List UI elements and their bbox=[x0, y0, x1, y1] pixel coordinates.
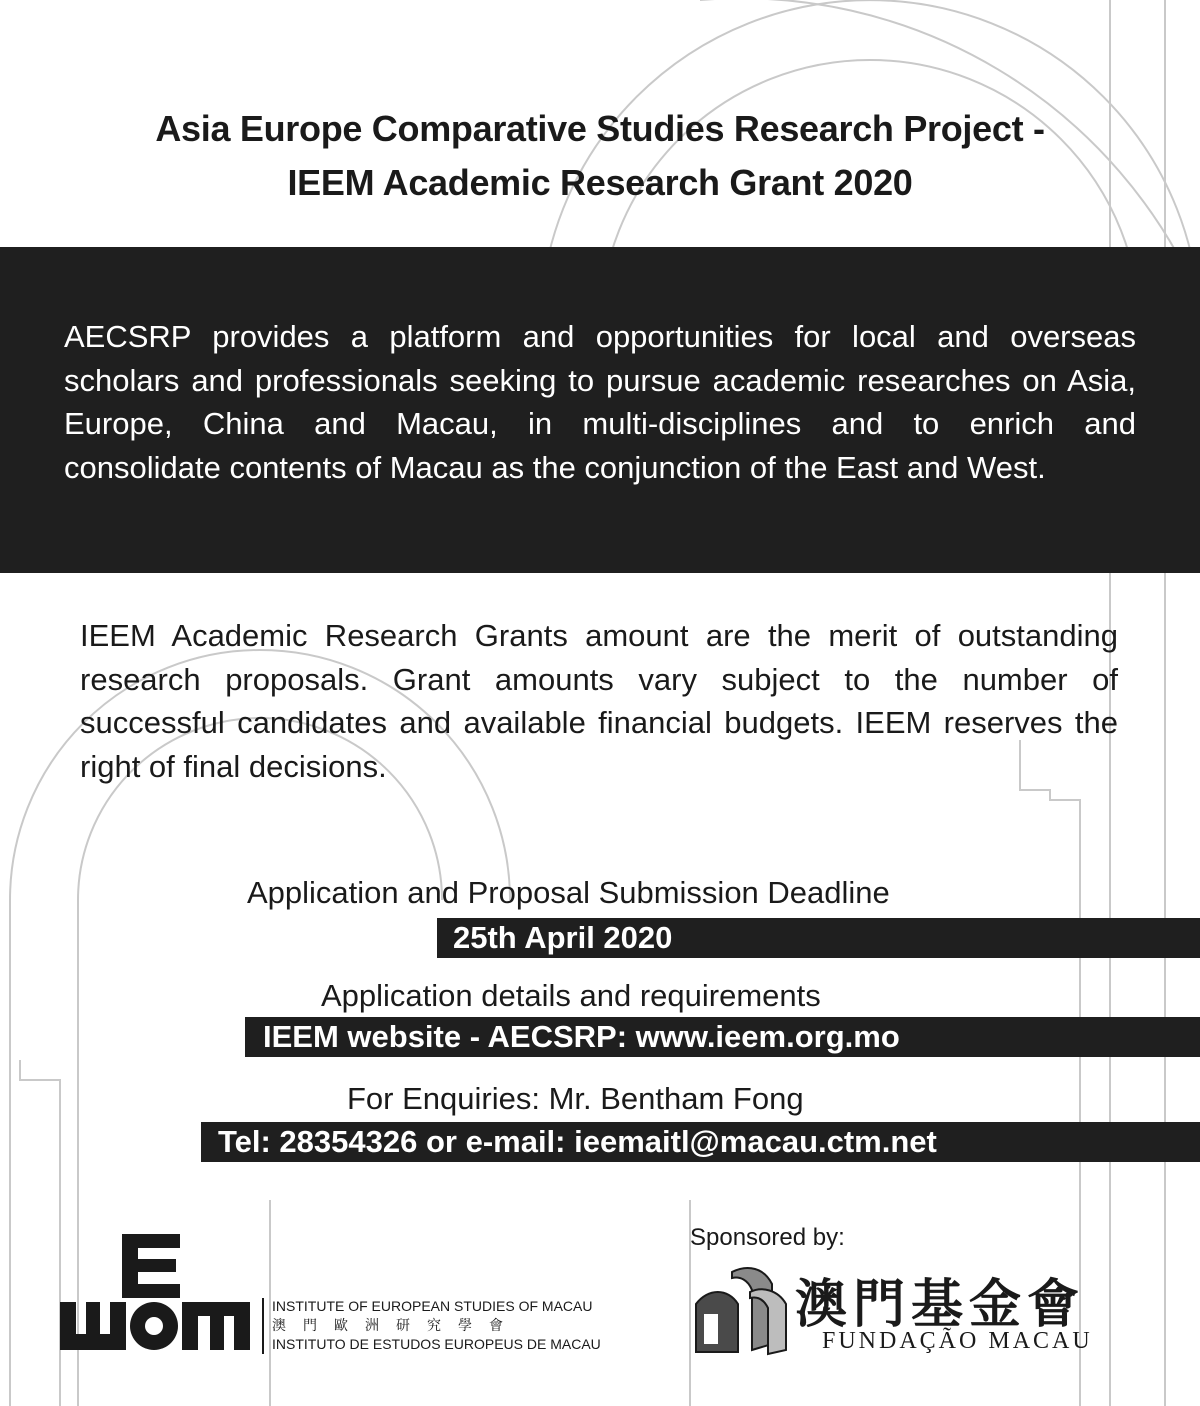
ieem-divider bbox=[262, 1298, 264, 1354]
sponsor-name-zh: 澳門基金會 bbox=[795, 1274, 1086, 1335]
title-line-2: IEEM Academic Research Grant 2020 bbox=[287, 162, 913, 203]
ieem-name-pt: INSTITUTO DE ESTUDOS EUROPEUS DE MACAU bbox=[272, 1336, 601, 1352]
details-value[interactable]: IEEM website - AECSRP: www.ieem.org.mo bbox=[263, 1019, 900, 1054]
enquiries-value[interactable]: Tel: 28354326 or e-mail: ieemaitl@macau.ctm.net bbox=[218, 1124, 937, 1159]
intro-paragraph bbox=[64, 315, 1136, 489]
deadline-label: Application and Proposal Submission Deadline bbox=[247, 875, 890, 910]
ieem-name-zh: 澳門歐洲研究學會 bbox=[272, 1317, 520, 1333]
ieem-name-block bbox=[272, 1297, 601, 1354]
deadline-bar bbox=[437, 918, 1200, 958]
title-line-1: Asia Europe Comparative Studies Research Project - bbox=[155, 108, 1045, 149]
ieem-logo-icon bbox=[60, 1232, 250, 1352]
intro-last-line: consolidate contents of Macau as the conjunction of the East and West. bbox=[64, 449, 1046, 485]
details-label: Application details and requirements bbox=[321, 978, 821, 1013]
sponsor-label: Sponsored by: bbox=[690, 1224, 845, 1251]
sponsor-name-pt: FUNDAÇÃO MACAU bbox=[822, 1328, 1093, 1354]
enquiries-label: For Enquiries: Mr. Bentham Fong bbox=[347, 1081, 804, 1116]
grants-paragraph: IEEM Academic Research Grants amount are the merit of outstanding research proposals. Grant amounts vary subject to the number of successful candidates and available financial budgets. IEEM reserves the right of final decisions. bbox=[80, 618, 1118, 784]
intro-body: AECSRP provides a platform and opportunities for local and overseas scholars and professionals seeking to pursue academic researches on Asia, Europe, China and Macau, in multi-disciplines and to enrich and bbox=[64, 319, 1136, 441]
ieem-name-en: INSTITUTE OF EUROPEAN STUDIES OF MACAU bbox=[272, 1298, 593, 1314]
details-bar bbox=[245, 1017, 1200, 1057]
deadline-value: 25th April 2020 bbox=[453, 920, 673, 955]
enquiries-bar bbox=[201, 1122, 1200, 1162]
fundacao-macau-logo-icon bbox=[692, 1264, 792, 1356]
